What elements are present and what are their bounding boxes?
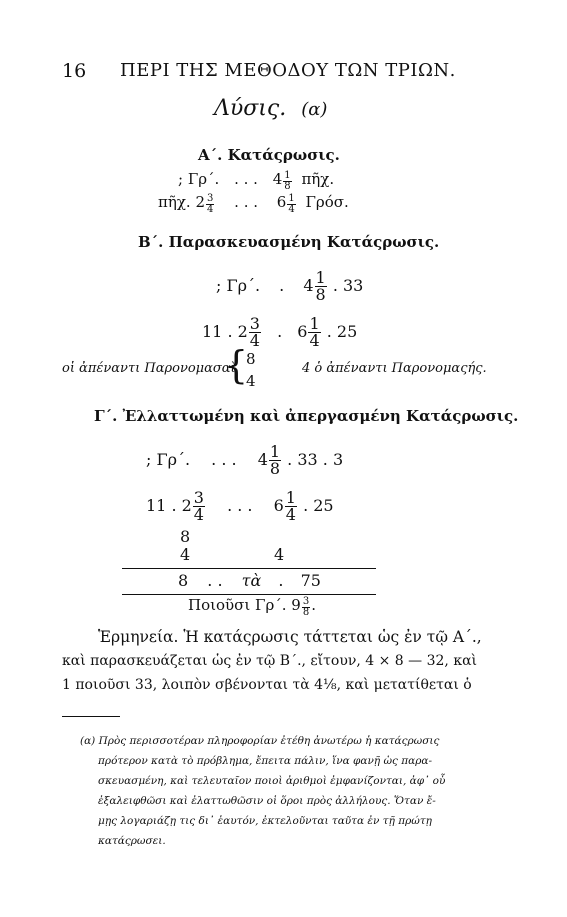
row-lead: ; Γρ΄. <box>146 450 191 469</box>
row-dots: . . . <box>234 170 258 188</box>
row-dots: . . . <box>211 450 237 469</box>
column-value-4-right: 4 <box>274 545 285 564</box>
section-c-result-row <box>178 571 321 590</box>
explanation-line-1: Ἑρμηνεία. Ἡ κατάςρωσις τάττεται ὡς ἐν τῷ Α΄., <box>98 628 482 646</box>
result-rule <box>122 594 376 595</box>
row-tail: . 33 <box>332 276 364 295</box>
row-dot: . <box>279 276 285 295</box>
row-tail: Γρόσ. <box>305 193 349 211</box>
numerator: 1 <box>284 170 291 181</box>
fraction <box>193 490 205 523</box>
row-dot: . <box>277 322 283 341</box>
numerator: 3 <box>249 314 260 333</box>
mixed-number <box>272 170 298 192</box>
footnote-line-6: κατάςρωσει. <box>98 835 166 847</box>
denominators-left-label: οἱ ἀπέναντι Παρονομασαὶ <box>62 361 236 376</box>
row-tail: πῆχ. <box>301 170 335 188</box>
explanation-line-3: 1 ποιοῦσι 33, λοιπὸν σβένονται τὰ 4⅛, καὶ μετατίθεται ὁ <box>62 677 472 693</box>
denominator: 8 <box>315 285 326 304</box>
footnote-line-3: σκευασμένη, καὶ τελευταῖον ποιοὶ ἀριθμοὶ ἐμφανίζονται, ἀφ᾽ οὗ <box>98 775 446 787</box>
row-tail: . 25 <box>326 322 358 341</box>
section-b-row-1 <box>216 270 363 303</box>
row-dots: . . . <box>234 193 259 211</box>
fraction <box>285 490 297 523</box>
result-line <box>188 596 316 618</box>
denominators-right-label: 4 ὁ ἀπέναντι Παρονομαςής. <box>302 361 487 376</box>
numerator: 3 <box>302 596 310 607</box>
whole-part: 6 <box>276 193 287 211</box>
sum-rule <box>122 568 376 569</box>
running-title: ΠΕΡΙ ΤΗΣ ΜΕΘΟΔΟΥ ΤΩΝ ΤΡΙΩΝ. <box>120 60 456 81</box>
row-lead: πῆχ. 2 <box>158 193 206 211</box>
whole-part: 6 <box>273 496 284 515</box>
section-b-heading: Β΄. Παρασκευασμένη Κατάςρωσις. <box>138 233 440 251</box>
brace-bottom-number: 4 <box>246 372 256 390</box>
numerator: 1 <box>288 193 295 204</box>
row-lead: 11 . 2 <box>146 496 192 515</box>
numerator: 1 <box>269 442 281 461</box>
fraction <box>249 316 261 349</box>
fraction <box>283 171 291 192</box>
section-a-row-2 <box>158 193 349 215</box>
row-tail: . 25 <box>303 496 334 515</box>
result-word: τὰ <box>241 571 262 590</box>
result-tail: . <box>311 596 316 614</box>
row-lead: ; Γρ΄. <box>216 276 261 295</box>
whole-part: 4 <box>272 170 283 188</box>
fraction <box>308 316 320 349</box>
numerator: 3 <box>207 193 214 204</box>
section-a-heading: Α΄. Κατάςρωσις. <box>198 146 340 164</box>
section-c-heading: Γ΄. Ἐλλαττωμένη καὶ ἀπεργασμένη Κατάςρωσις. <box>94 407 519 425</box>
whole-part: 6 <box>297 322 308 341</box>
brace-glyph: { <box>224 343 249 387</box>
brace-top-number: 8 <box>246 350 256 368</box>
column-value-4-left: 4 <box>180 545 191 564</box>
section-a-row-1 <box>178 170 334 192</box>
result-dot: . <box>278 571 284 590</box>
result-text: Ποιοῦσι Γρ΄. 9 <box>188 596 301 614</box>
whole-part: 4 <box>303 276 314 295</box>
fraction <box>287 194 295 215</box>
section-c-row-1 <box>146 444 343 477</box>
fraction <box>206 194 214 215</box>
page-number: 16 <box>62 60 87 82</box>
row-tail: . 33 . 3 <box>287 450 344 469</box>
denominator: 8 <box>302 607 310 618</box>
explanation-line-2: καὶ παρασκευάζεται ὡς ἐν τῷ Β΄., εἴτουν, 4 × 8 — 32, καὶ <box>62 653 478 669</box>
denominator: 4 <box>285 505 296 524</box>
denominator: 8 <box>269 459 281 478</box>
denominator: 4 <box>249 331 260 350</box>
row-lead: ; Γρ΄. <box>178 170 220 188</box>
footnote-line-4: ἐξαλειφθῶσι καὶ ἐλαττωθῶσιν οἱ ὅροι πρὸς ἀλλήλους. Ὅταν ἔ- <box>98 795 436 807</box>
denominator: 4 <box>193 505 204 524</box>
row-lead: 11 . 2 <box>202 322 248 341</box>
result-dots: . . <box>207 571 223 590</box>
footnote-reference: (α) <box>301 99 328 120</box>
fraction <box>302 597 310 618</box>
numerator: 3 <box>193 488 204 507</box>
footnote-line-5: μῃς λογαριάζῃ τις δι᾽ ἑαυτόν, ἐκτελοῦνται ταῦτα ἐν τῇ πρώτῃ <box>98 815 432 827</box>
fraction <box>269 444 281 477</box>
numerator: 1 <box>309 314 320 333</box>
section-c-row-2 <box>146 490 334 523</box>
denominator: 4 <box>309 331 320 350</box>
result-total: 75 <box>300 571 321 590</box>
column-value-8: 8 <box>180 527 191 546</box>
footnote-rule <box>62 716 120 717</box>
footnote-line-1: (α) Πρὸς περισσοτέραν πληροφορίαν ἐτέθη ἀνωτέρω ἡ κατάςρωσις <box>80 735 440 747</box>
denominator: 4 <box>207 204 214 215</box>
fraction <box>315 270 327 303</box>
numerator: 1 <box>315 268 326 287</box>
solution-title-text: Λύσις. <box>214 96 287 121</box>
numerator: 1 <box>285 488 296 507</box>
whole-part: 4 <box>257 450 268 469</box>
solution-title <box>214 96 327 121</box>
denominator: 4 <box>288 204 295 215</box>
denominator: 8 <box>284 181 291 192</box>
result-value: 8 <box>178 571 189 590</box>
footnote-line-2: πρότερον κατὰ τὸ πρόβλημα, ἔπειτα πάλιν, ἵνα φανῇ ὡς παρα- <box>98 755 433 767</box>
row-dots: . . . <box>227 496 253 515</box>
